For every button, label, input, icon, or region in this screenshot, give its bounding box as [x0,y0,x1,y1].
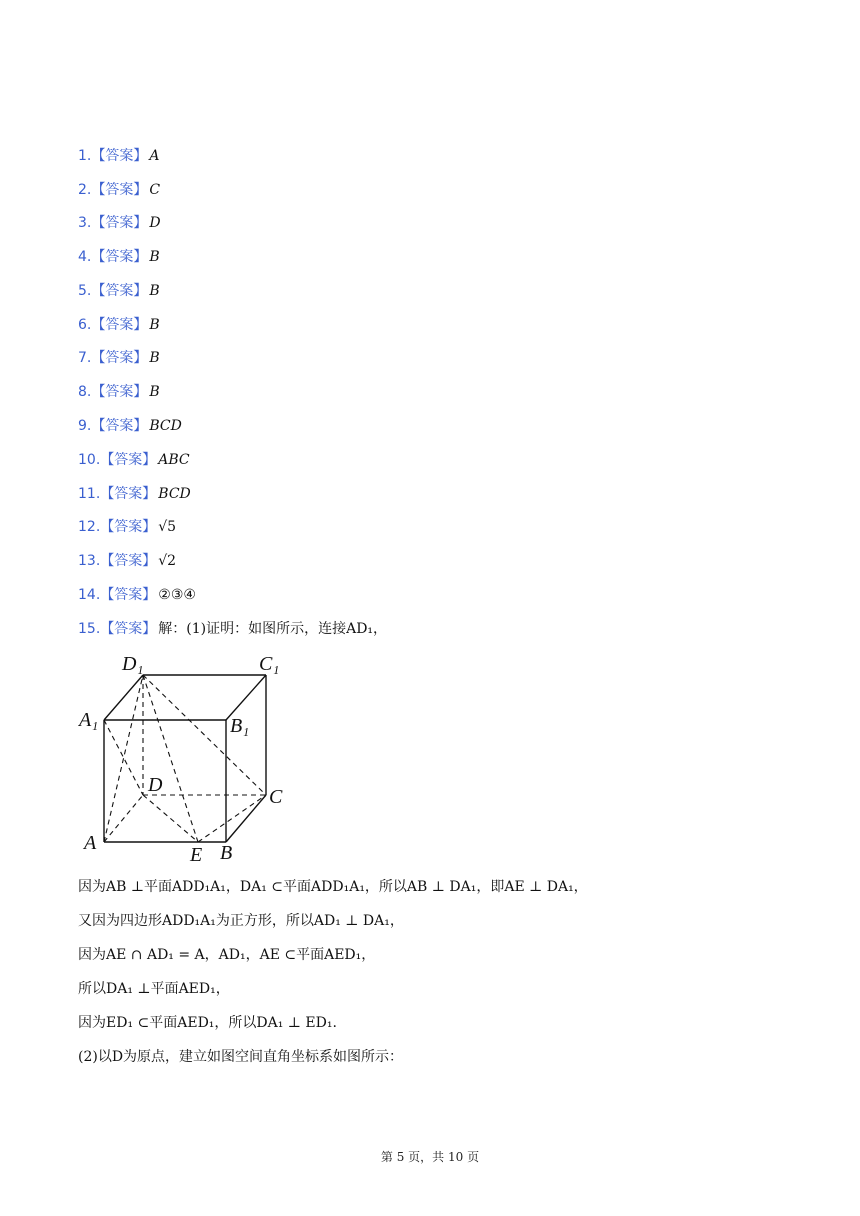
edge-a1d1 [104,675,143,720]
answer-2: 2.【答案】 C [78,182,161,198]
solution-line-4: 所以DA₁ ⊥平面AED₁， [78,981,230,997]
cube-figure [78,650,308,865]
label-a: A [84,832,97,854]
label-b: B [220,842,233,864]
label-c: C [269,786,283,808]
answer-3: 3.【答案】 D [78,215,161,231]
dashed-d1e [143,675,198,842]
solution-line-5: 因为ED₁ ⊂平面AED₁，所以DA₁ ⊥ ED₁. [78,1015,337,1031]
dashed-a1d [104,720,143,795]
answer-8: 8.【答案】 B [78,384,160,400]
page-footer: 第 5 页，共 10 页 [380,1150,480,1164]
answer-1: 1.【答案】 A [78,148,160,164]
answer-14: 14.【答案】 ②③④ [78,587,196,603]
answer-13: 13.【答案】 √2 [78,553,177,569]
hidden-edge-ad [104,795,143,842]
label-e: E [190,844,203,865]
label-b1: B₁ [230,715,250,737]
solution-line-1: 因为AB ⊥平面ADD₁A₁，DA₁ ⊂平面ADD₁A₁，所以AB ⊥ DA₁，即AE ⊥ DA₁， [78,879,588,895]
answer-11: 11.【答案】 BCD [78,486,191,502]
label-d1: D₁ [122,653,144,675]
label-c1: C₁ [259,653,280,675]
solution-line-3: 因为AE ∩ AD₁ = A，AD₁，AE ⊂平面AED₁， [78,947,376,963]
edge-b1c1 [226,675,266,720]
solution-line-6: (2)以D为原点，建立如图空间直角坐标系如图所示： [78,1049,404,1065]
answer-5: 5.【答案】 B [78,283,160,299]
label-a1: A₁ [79,709,99,731]
answer-15: 15.【答案】 解：(1)证明：如图所示，连接AD₁， [78,621,388,637]
solution-line-2: 又因为四边形ADD₁A₁为正方形，所以AD₁ ⊥ DA₁， [78,913,404,929]
answer-4: 4.【答案】 B [78,249,160,265]
answer-12: 12.【答案】 √5 [78,519,177,535]
edge-bc [226,795,266,842]
answer-10: 10.【答案】 ABC [78,452,190,468]
label-d: D [148,774,163,796]
answer-6: 6.【答案】 B [78,317,160,333]
answer-9: 9.【答案】 BCD [78,418,182,434]
dashed-ad1 [104,675,143,842]
answer-7: 7.【答案】 B [78,350,160,366]
dashed-de [143,795,198,842]
